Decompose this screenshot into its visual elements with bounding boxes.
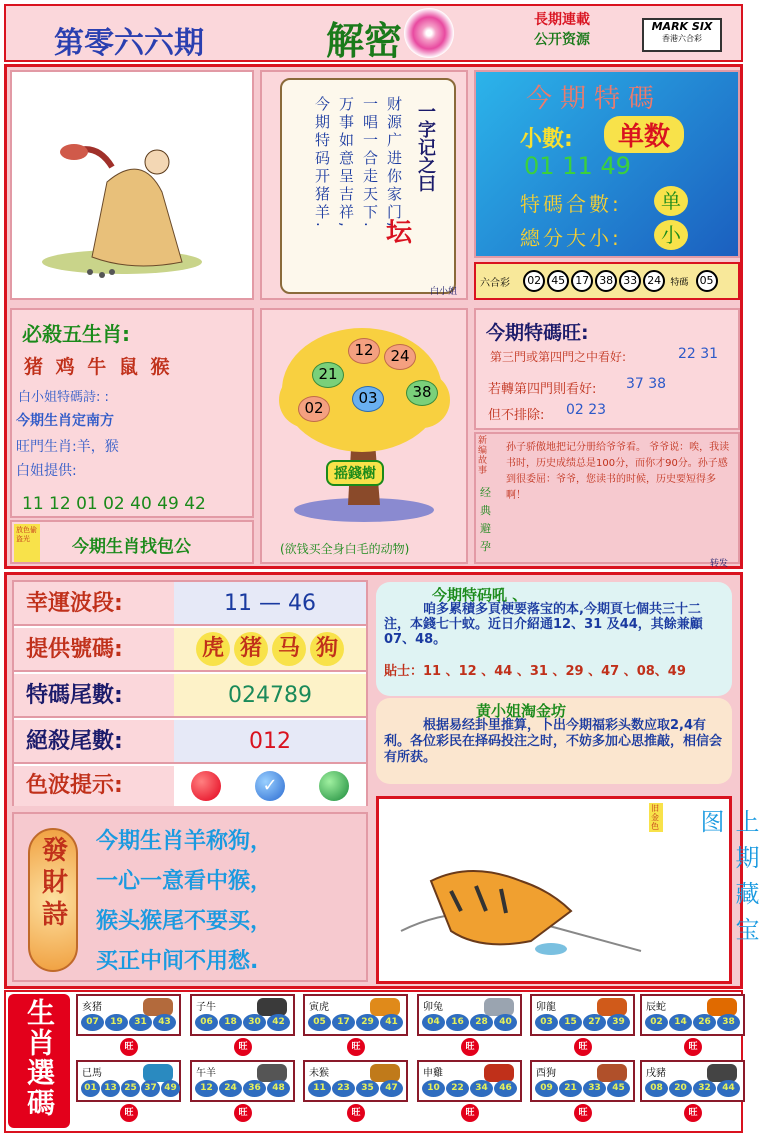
special-ball-label: 特碼 [670, 277, 689, 288]
provide-item-1: 虎 [196, 632, 230, 666]
zodiac-label: 辰蛇 [646, 1002, 666, 1013]
mark-six-logo [642, 18, 722, 52]
wang-line2-label: 若轉第四門則看好: [488, 382, 597, 397]
money-tree-panel [260, 308, 468, 564]
ball-6: 24 [643, 270, 665, 292]
tree-ball-1: 12 [348, 338, 380, 364]
zodiac-numbers [195, 1080, 290, 1097]
treasure-panel [376, 796, 759, 984]
wang-badge: 旺 [684, 1104, 702, 1122]
zodiac-number: 48 [267, 1080, 290, 1097]
zodiac-card [303, 1060, 408, 1122]
zodiac-number: 20 [669, 1080, 692, 1097]
zodiac-number: 11 [308, 1080, 331, 1097]
zodiac-number: 01 [81, 1080, 100, 1097]
roar-panel [376, 582, 732, 696]
zodiac-box [190, 994, 295, 1036]
balls-label: 六合彩 [480, 277, 510, 289]
zodiac-number: 38 [717, 1014, 740, 1031]
special-ball: 05 [696, 270, 718, 292]
zodiac-box [76, 994, 181, 1036]
facai-line-1: 今期生肖羊称狗， [96, 829, 273, 854]
zodiac-label: 已馬 [82, 1068, 102, 1079]
wang-badge: 旺 [461, 1038, 479, 1056]
facai-badge-text: 發財詩 [37, 836, 68, 932]
zodiac-number: 35 [356, 1080, 379, 1097]
kill5-panel [10, 308, 254, 518]
wang-badge: 旺 [347, 1038, 365, 1056]
zodiac-number: 40 [494, 1014, 517, 1031]
sum-value: 单 [654, 186, 688, 216]
zodiac-numbers [535, 1080, 630, 1097]
row-color-value [174, 766, 366, 806]
zodiac-box [640, 994, 745, 1036]
findbag-side: 放色偷盗光 [14, 524, 40, 562]
kill5-line-2: 旺門生肖:羊，猴 [16, 439, 119, 455]
zodiac-box [303, 994, 408, 1036]
huang-title: 黄小姐淘金坊 [476, 702, 567, 720]
zodiac-card [190, 994, 295, 1056]
wang-line3-nums: 02 23 [566, 402, 607, 418]
zodiac-box [303, 1060, 408, 1102]
zodiac-number: 34 [470, 1080, 493, 1097]
zodiac-numbers [81, 1080, 180, 1097]
sum-label: 特碼合數: [520, 192, 622, 216]
zodiac-number: 14 [669, 1014, 692, 1031]
zodiac-label: 午羊 [196, 1068, 216, 1079]
zodiac-numbers [422, 1080, 517, 1097]
zodiac-label: 未猴 [309, 1068, 329, 1079]
zodiac-number: 24 [219, 1080, 242, 1097]
zodiac-card [530, 1060, 635, 1122]
zodiac-card [640, 994, 745, 1056]
facai-line-4: 买正中间不用愁. [96, 949, 259, 974]
wang-line1-nums: 22 31 [678, 346, 719, 362]
zodiac-card [303, 994, 408, 1056]
huang-text: 根据易经卦里推算，卜出今期福彩头数应取2,4有利。各位彩民在择码投注之时，不妨多加心思推敲，相信会有所获。 [384, 718, 723, 765]
ball-5: 33 [619, 270, 641, 292]
zodiac-number: 47 [380, 1080, 403, 1097]
zodiac-side [8, 994, 70, 1128]
wang-badge: 旺 [461, 1104, 479, 1122]
small-value: 单数 [604, 116, 684, 153]
zodiac-number: 21 [559, 1080, 582, 1097]
ball-1: 02 [523, 270, 545, 292]
zodiac-label: 戌豬 [646, 1068, 666, 1079]
zodiac-box [417, 1060, 522, 1102]
zodiac-number: 27 [583, 1014, 606, 1031]
special-numbers: 01 11 49 [524, 152, 631, 180]
zodiac-card [640, 1060, 745, 1122]
zodiac-box [530, 1060, 635, 1102]
scholar-illustration [10, 70, 254, 300]
wang-line3-label: 但不排除: [488, 408, 545, 423]
zodiac-number: 13 [101, 1080, 120, 1097]
story-side-bottom: 经典避孕 [480, 486, 491, 553]
poem-line-3: 万事如意呈吉祥, [337, 96, 355, 230]
tiger-drawing [381, 801, 661, 981]
zodiac-number: 49 [161, 1080, 180, 1097]
zodiac-number: 46 [494, 1080, 517, 1097]
zodiac-numbers [81, 1014, 176, 1031]
zodiac-label: 寅虎 [309, 1002, 329, 1013]
wang-line2-nums: 37 38 [626, 376, 667, 392]
tree-ball-6: 02 [298, 396, 330, 422]
issue-title: 第零六六期 [54, 26, 204, 61]
poem-signature: 白小姐 [430, 287, 458, 297]
zodiac-number: 15 [559, 1014, 582, 1031]
zodiac-number: 29 [356, 1014, 379, 1031]
zodiac-box [640, 1060, 745, 1102]
zodiac-number: 42 [267, 1014, 290, 1031]
scholar-drawing [12, 72, 252, 298]
row-lucky-label: 幸運波段: [14, 582, 174, 626]
cd-logo [404, 8, 454, 58]
wang-badge: 旺 [347, 1104, 365, 1122]
zodiac-number: 36 [243, 1080, 266, 1097]
wang-title: 今期特碼旺: [486, 322, 589, 344]
green-ball-icon [319, 771, 349, 801]
wang-badge: 旺 [120, 1104, 138, 1122]
roar-title: 今期特码吼 、 [432, 586, 528, 604]
ball-2: 45 [547, 270, 569, 292]
treasure-tag: 旧金色 [649, 803, 663, 832]
kill5-numbers: 11 12 01 02 40 49 42 [22, 494, 206, 514]
zodiac-number: 37 [141, 1080, 160, 1097]
zodiac-box [417, 994, 522, 1036]
wang-badge: 旺 [684, 1038, 702, 1056]
wang-badge: 旺 [574, 1104, 592, 1122]
zodiac-number: 07 [81, 1014, 104, 1031]
zodiac-label: 酉狗 [536, 1068, 556, 1079]
zodiac-side-text: 生肖選碼 [23, 998, 56, 1118]
zodiac-label: 申雞 [423, 1068, 443, 1079]
zodiac-number: 08 [645, 1080, 668, 1097]
zodiac-label: 卯龍 [536, 1002, 556, 1013]
zodiac-numbers [645, 1080, 740, 1097]
zodiac-number: 16 [446, 1014, 469, 1031]
brand-name: MARK SIX [651, 20, 713, 33]
zodiac-number: 17 [332, 1014, 355, 1031]
treasure-title: 上期藏宝图 [696, 809, 759, 953]
zodiac-numbers [535, 1014, 630, 1031]
zodiac-number: 02 [645, 1014, 668, 1031]
zodiac-number: 31 [129, 1014, 152, 1031]
zodiac-box [76, 1060, 181, 1102]
row-lucky-value: 11 — 46 [174, 582, 366, 626]
small-label: 小數: [520, 127, 573, 152]
zodiac-number: 39 [607, 1014, 630, 1031]
header-bar [4, 4, 743, 62]
zodiac-number: 23 [332, 1080, 355, 1097]
kill5-animals: 猪 鸡 牛 鼠 猴 [24, 356, 173, 378]
wang-badge: 旺 [120, 1038, 138, 1056]
special-title: 今期特碼 [526, 84, 663, 114]
row-provide-value [174, 628, 366, 672]
zodiac-number: 03 [535, 1014, 558, 1031]
zodiac-numbers [645, 1014, 740, 1031]
findbag-panel [10, 520, 254, 564]
zodiac-numbers [195, 1014, 290, 1031]
zodiac-numbers [422, 1014, 517, 1031]
zodiac-number: 45 [607, 1080, 630, 1097]
zodiac-number: 43 [153, 1014, 176, 1031]
red-ball-icon [191, 771, 221, 801]
story-side-top: 新编故事 [478, 436, 488, 476]
row-tail-label: 特碼尾數: [14, 674, 174, 718]
zodiac-number: 41 [380, 1014, 403, 1031]
zodiac-number: 06 [195, 1014, 218, 1031]
zodiac-number: 33 [583, 1080, 606, 1097]
poem-title: 一字记之曰 [415, 102, 436, 192]
zodiac-number: 05 [308, 1014, 331, 1031]
slogan-line-2: 公开资源 [534, 32, 590, 48]
provide-item-3: 马 [272, 632, 306, 666]
findbag-text: 今期生肖找包公 [72, 537, 191, 557]
zodiac-card [417, 994, 522, 1056]
size-label: 總分大小: [520, 226, 622, 250]
size-value: 小 [654, 220, 688, 250]
row-kill-label: 絕殺尾數: [14, 720, 174, 764]
facai-badge [28, 828, 78, 972]
kill5-title: 必殺五生肖: [22, 322, 130, 346]
tree-ball-2: 24 [384, 344, 416, 370]
zodiac-card [417, 1060, 522, 1122]
blue-check-icon: ✓ [255, 771, 285, 801]
poem-line-1: 财源广进你家门, [385, 96, 403, 230]
wang-panel [474, 308, 740, 430]
zodiac-label: 子牛 [196, 1002, 216, 1013]
facai-line-3: 猴头猴尾不要买， [96, 909, 273, 934]
zodiac-box [190, 1060, 295, 1102]
zodiac-number: 32 [693, 1080, 716, 1097]
ball-4: 38 [595, 270, 617, 292]
zodiac-box [530, 994, 635, 1036]
zodiac-number: 25 [121, 1080, 140, 1097]
wang-line1-label: 第三門或第四門之中看好: [490, 350, 627, 364]
provide-item-4: 狗 [310, 632, 344, 666]
row-tail-value: 024789 [174, 674, 366, 718]
zodiac-card [76, 1060, 181, 1122]
ball-3: 17 [571, 270, 593, 292]
facai-line-2: 一心一意看中猴， [96, 869, 273, 894]
tree-ball-3: 21 [312, 362, 344, 388]
tree-ball-4: 03 [352, 386, 384, 412]
provide-item-2: 猪 [234, 632, 268, 666]
story-text: 孙子骄傲地把记分册给爷爷看。 爷爷说：唉，我读书时，历史成绩总是100分，而你才90分。孙子感到很委屈：爷爷，您读书的时候，历史要短得多啊！ [506, 442, 730, 501]
wang-badge: 旺 [234, 1104, 252, 1122]
zodiac-number: 19 [105, 1014, 128, 1031]
zodiac-number: 30 [243, 1014, 266, 1031]
zodiac-number: 26 [693, 1014, 716, 1031]
row-color-label: 色波提示: [14, 766, 174, 806]
special-panel [474, 70, 740, 258]
poem-panel [260, 70, 468, 300]
tree-label: 摇錢樹 [326, 460, 384, 486]
kill5-line-1: 今期生肖定南方 [16, 413, 114, 429]
roar-tip: 貼士：11 、12 、44 、31 、29 、47 、08、49 [384, 664, 686, 679]
story-panel [474, 432, 740, 569]
zodiac-number: 44 [717, 1080, 740, 1097]
facai-panel [12, 812, 368, 982]
balls-row [474, 262, 740, 300]
roar-text: 咱多累積多頁梗要落宝的本,今期頁七個共三十二注，本錢七十蚊。近日介紹通12、31 及44，其餘兼顧07、48。 [384, 602, 703, 647]
row-kill-value: 012 [174, 720, 366, 764]
zodiac-number: 09 [535, 1080, 558, 1097]
wang-badge: 旺 [574, 1038, 592, 1056]
tree-caption: (欲钱买全身白毛的动物) [280, 542, 410, 556]
zodiac-number: 10 [422, 1080, 445, 1097]
slogan [534, 10, 590, 50]
info-table [12, 580, 368, 806]
poem-line-2: 一唱一合走天下. [361, 96, 379, 230]
zodiac-number: 12 [195, 1080, 218, 1097]
zodiac-card [76, 994, 181, 1056]
poem-word: 坛 [386, 218, 413, 248]
zodiac-number: 04 [422, 1014, 445, 1031]
zodiac-card [530, 994, 635, 1056]
zodiac-label: 卯兔 [423, 1002, 443, 1013]
zodiac-card [190, 1060, 295, 1122]
zodiac-label: 亥猪 [82, 1002, 102, 1013]
mark-tag: 转发 [710, 559, 729, 569]
zodiac-numbers [308, 1014, 403, 1031]
zodiac-numbers [308, 1080, 403, 1097]
slogan-line-1: 長期連載 [534, 12, 590, 28]
poem-line-4: 今期特码开猪羊. [313, 96, 331, 230]
zodiac-number: 18 [219, 1014, 242, 1031]
zodiac-number: 22 [446, 1080, 469, 1097]
kill5-line-3: 白姐提供: [16, 463, 77, 479]
brand-sub: 香港六合彩 [662, 34, 702, 43]
logo-text: 解密 [326, 18, 403, 63]
row-provide-label: 提供號碼: [14, 628, 174, 672]
tree-ball-5: 38 [406, 380, 438, 406]
huang-panel [376, 698, 732, 784]
wang-badge: 旺 [234, 1038, 252, 1056]
kill5-poem-title: 白小姐特碼詩: : [18, 390, 109, 405]
zodiac-number: 28 [470, 1014, 493, 1031]
